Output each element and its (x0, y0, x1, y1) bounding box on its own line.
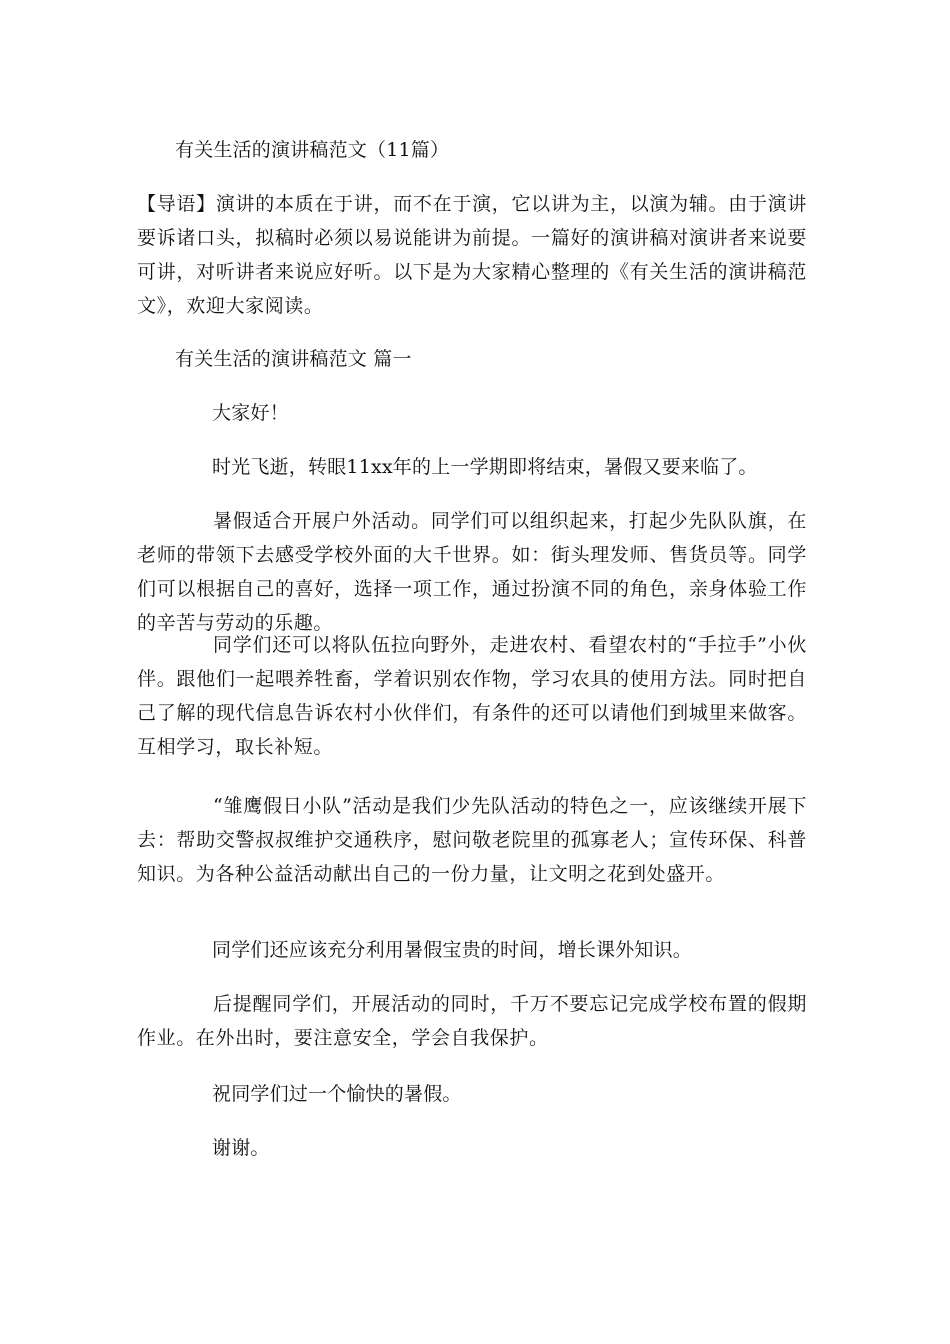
body-paragraph-2: 暑假适合开展户外活动。同学们可以组织起来，打起少先队队旗，在老师的带领下去感受学校外面的大千世界。如：街头理发师、售货员等。同学们可以根据自己的喜好，选择一项工作，通过扮演不同的角色，亲身体验工作的辛苦与劳动的乐趣。 (137, 510, 807, 634)
greeting-line: 大家好！ (212, 402, 289, 424)
body-paragraph-6: 后提醒同学们，开展活动的同时，千万不要忘记完成学校布置的假期作业。在外出时，要注意安全，学会自我保护。 (137, 993, 807, 1049)
body-paragraph-5: 同学们还应该充分利用暑假宝贵的时间，增长课外知识。 (212, 939, 693, 961)
body-paragraph-7: 祝同学们过一个愉快的暑假。 (212, 1083, 462, 1105)
body-paragraph-1: 时光飞逝，转眼11xx年的上一学期即将结束，暑假又要来临了。 (212, 456, 758, 478)
body-paragraph-4: “雏鹰假日小队”活动是我们少先队活动的特色之一，应该继续开展下去：帮助交警叔叔维护交通秩序，慰问敬老院里的孤寡老人；宣传环保、科普知识。为各种公益活动献出自己的一份力量，让文明之花到处盛开。 (137, 795, 807, 885)
body-paragraph-3: 同学们还可以将队伍拉向野外，走进农村、看望农村的“手拉手”小伙伴。跟他们一起喂养牲畜，学着识别农作物，学习农具的使用方法。同时把自己了解的现代信息告诉农村小伙伴们，有条件的还可以请他们到城里来做客。互相学习，取长补短。 (137, 634, 807, 758)
document-title: 有关生活的演讲稿范文（11篇） (175, 139, 450, 161)
section-heading: 有关生活的演讲稿范文 篇一 (175, 348, 412, 370)
closing-line: 谢谢。 (212, 1137, 270, 1159)
intro-paragraph: 【导语】演讲的本质在于讲，而不在于演，它以讲为主，以演为辅。由于演讲要诉诸口头，拟稿时必须以易说能讲为前提。一篇好的演讲稿对演讲者来说要可讲，对听讲者来说应好听。以下是为大家精心整理的《有关生活的演讲稿范文》，欢迎大家阅读。 (137, 193, 807, 317)
